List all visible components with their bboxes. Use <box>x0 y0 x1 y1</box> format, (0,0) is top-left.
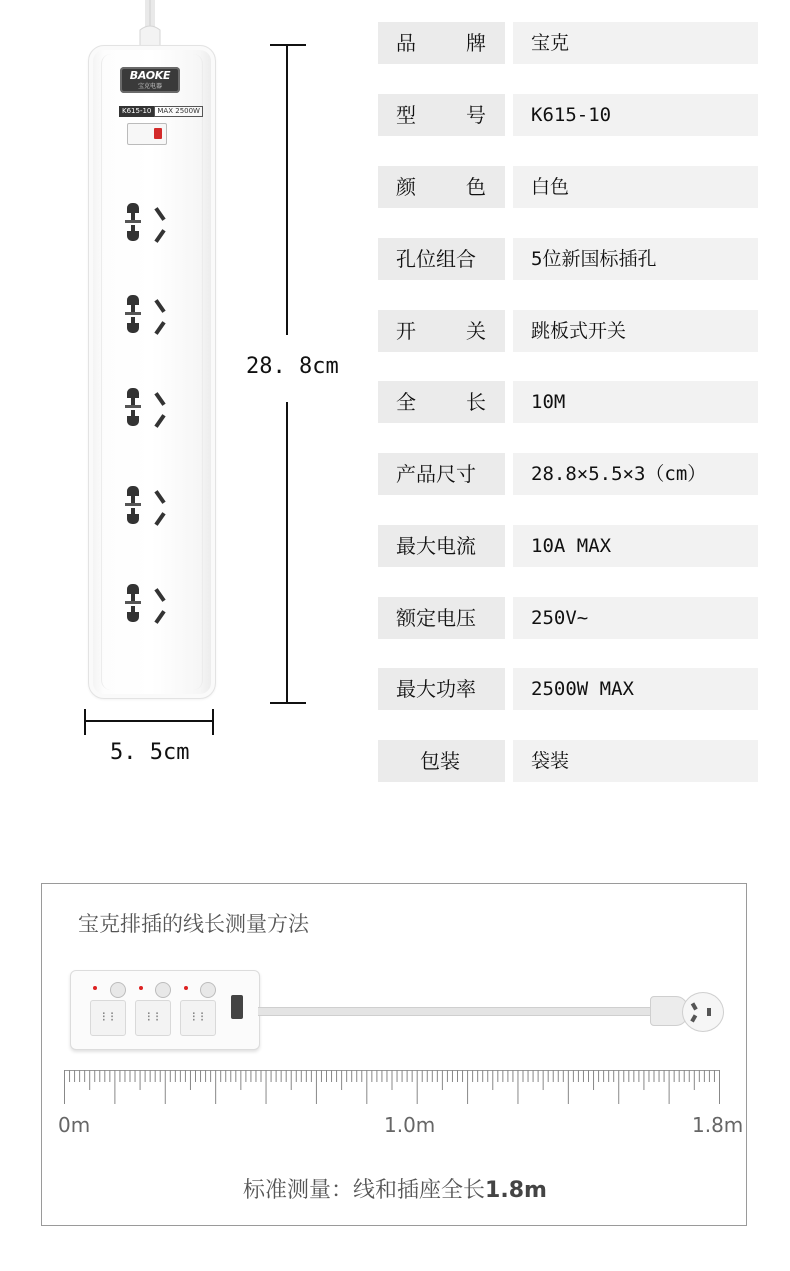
brand-logo <box>120 67 180 93</box>
width-dimension-tick-right <box>212 709 214 735</box>
plug-head-icon <box>682 992 724 1032</box>
outlet-socket-icon <box>122 380 180 442</box>
spec-row-model <box>378 94 758 136</box>
outlet-socket-icon <box>122 478 180 540</box>
spec-key-char: 型 <box>396 103 416 127</box>
measurement-note-value: 1.8m <box>485 1178 547 1203</box>
spec-key-char: 开 <box>396 319 416 343</box>
brand-logo-text: BAOKE <box>129 69 171 82</box>
model-tag <box>119 106 203 117</box>
spec-key-char: 号 <box>466 103 486 127</box>
length-dimension-label: 28. 8cm <box>246 354 339 379</box>
spec-key-char: 品 <box>396 31 416 55</box>
spec-key-text: 孔位组合 <box>396 247 476 271</box>
length-dimension-line-top <box>286 45 288 335</box>
mini-socket-icon: ⁝ ⁝ <box>135 1000 171 1036</box>
spec-value: 跳板式开关 <box>513 310 758 352</box>
spec-value: 袋装 <box>513 740 758 782</box>
scale-label-middle: 1.0m <box>384 1113 436 1137</box>
spec-key <box>378 310 505 352</box>
indicator-dot-icon <box>93 986 97 990</box>
spec-row-size <box>378 453 758 495</box>
spec-value: 宝克 <box>513 22 758 64</box>
spec-key <box>378 94 505 136</box>
length-dimension-line-bottom <box>286 402 288 704</box>
spec-key-char: 颜 <box>396 175 416 199</box>
spec-key-text: 额定电压 <box>396 606 476 630</box>
spec-key <box>378 166 505 208</box>
mini-socket-icon: ⁝ ⁝ <box>90 1000 126 1036</box>
outlet-socket-icon <box>122 287 180 349</box>
switch-button-icon <box>200 982 216 998</box>
width-dimension-label: 5. 5cm <box>110 740 190 765</box>
spec-key-char: 关 <box>466 319 486 343</box>
spec-row-max-current <box>378 525 758 567</box>
spec-row-outlets <box>378 238 758 280</box>
outlet-socket-icon <box>122 576 180 638</box>
model-tag-power: MAX 2500W <box>154 106 203 117</box>
indicator-dot-icon <box>184 986 188 990</box>
spec-key <box>378 740 505 782</box>
model-tag-model: K615-10 <box>119 106 154 117</box>
length-dimension-tick-bottom <box>270 702 306 704</box>
spec-key <box>378 22 505 64</box>
rocker-switch <box>127 123 167 145</box>
width-dimension-tick-left <box>84 709 86 735</box>
spec-key <box>378 238 505 280</box>
spec-row-max-power <box>378 668 758 710</box>
spec-value: 250V~ <box>513 597 758 639</box>
spec-key <box>378 381 505 423</box>
spec-key-char: 长 <box>466 390 486 414</box>
spec-key-char: 全 <box>396 390 416 414</box>
spec-row-length <box>378 381 758 423</box>
spec-value: K615-10 <box>513 94 758 136</box>
measurement-note-text: 标准测量：线和插座全长 <box>243 1178 486 1203</box>
indicator-dot-icon <box>139 986 143 990</box>
spec-key-char: 色 <box>466 175 486 199</box>
spec-key <box>378 668 505 710</box>
spec-value: 白色 <box>513 166 758 208</box>
measuring-ruler <box>64 1070 720 1106</box>
spec-value: 5位新国标插孔 <box>513 238 758 280</box>
measurement-note <box>0 1173 790 1204</box>
spec-row-rated-voltage <box>378 597 758 639</box>
switch-button-icon <box>110 982 126 998</box>
spec-value: 2500W MAX <box>513 668 758 710</box>
length-dimension-tick-top <box>270 44 306 46</box>
spec-key-text: 最大电流 <box>396 534 476 558</box>
spec-row-brand <box>378 22 758 64</box>
scale-label-start: 0m <box>58 1113 91 1137</box>
brand-logo-subtext: 宝克电器 <box>137 83 162 90</box>
mini-socket-icon: ⁝ ⁝ <box>180 1000 216 1036</box>
scale-label-end: 1.8m <box>692 1113 744 1137</box>
spec-row-switch <box>378 310 758 352</box>
mini-brand-logo-icon <box>231 995 243 1019</box>
spec-key <box>378 597 505 639</box>
switch-button-icon <box>155 982 171 998</box>
spec-value: 28.8×5.5×3（cm） <box>513 453 758 495</box>
spec-key-text: 最大功率 <box>396 677 476 701</box>
spec-key-text: 产品尺寸 <box>396 462 476 486</box>
spec-value: 10M <box>513 381 758 423</box>
spec-key <box>378 525 505 567</box>
spec-key <box>378 453 505 495</box>
measurement-title: 宝克排插的线长测量方法 <box>78 912 309 936</box>
power-cable <box>258 1007 656 1016</box>
spec-key-char: 牌 <box>466 31 486 55</box>
power-cord-top <box>136 0 164 48</box>
spec-key-text: 包装 <box>420 749 460 773</box>
indicator-lamp-icon <box>154 128 162 139</box>
spec-row-packaging <box>378 740 758 782</box>
spec-value: 10A MAX <box>513 525 758 567</box>
outlet-socket-icon <box>122 195 180 257</box>
spec-row-color <box>378 166 758 208</box>
width-dimension-line <box>85 720 213 722</box>
